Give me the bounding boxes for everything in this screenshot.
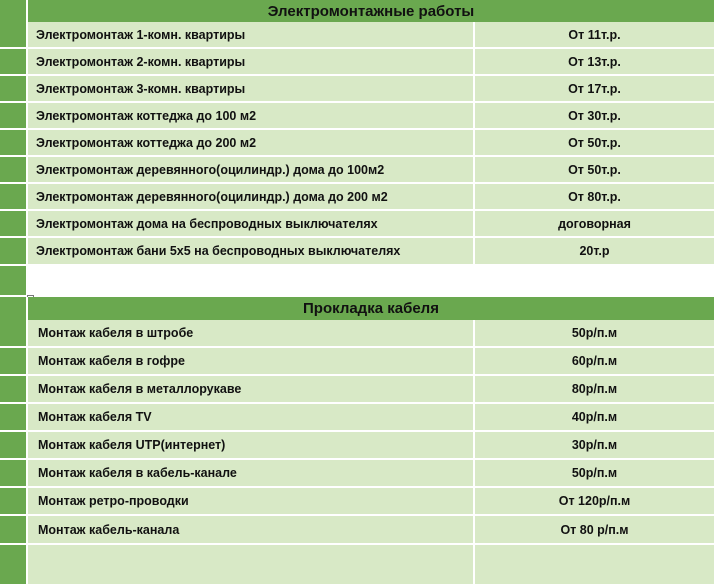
table-row: [0, 184, 714, 211]
table-row: [0, 488, 714, 516]
table-row: [0, 376, 714, 404]
row-stub: [0, 266, 28, 295]
row-stub: [0, 49, 28, 74]
section-title-electrical: Электромонтажные работы: [28, 0, 714, 22]
table-row: [0, 320, 714, 348]
service-price: От 50т.р.: [475, 130, 714, 155]
service-name: Электромонтаж коттеджа до 100 м2: [28, 103, 475, 128]
row-stub: [0, 22, 28, 47]
table-row: [0, 76, 714, 103]
table-row: [0, 348, 714, 376]
empty-row: [0, 545, 714, 584]
service-price: От 13т.р.: [475, 49, 714, 74]
row-stub: [0, 238, 28, 264]
service-name: Электромонтаж бани 5х5 на беспроводных выключателях: [28, 238, 475, 264]
service-name: Монтаж кабеля в гофре: [28, 348, 475, 374]
table-row: [0, 157, 714, 184]
table-row: [0, 432, 714, 460]
row-stub: [0, 404, 28, 430]
section-header: [0, 0, 714, 22]
service-name: Электромонтаж 1-комн. квартиры: [28, 22, 475, 47]
empty-cell: [28, 266, 714, 295]
row-stub: [0, 103, 28, 128]
table-row: [0, 103, 714, 130]
service-name: Монтаж ретро-проводки: [28, 488, 475, 514]
row-stub: [0, 76, 28, 101]
service-price: От 120р/п.м: [475, 488, 714, 514]
empty-cell: [28, 545, 475, 584]
service-price: 40р/п.м: [475, 404, 714, 430]
row-stub: [0, 376, 28, 402]
table-row: [0, 49, 714, 76]
service-price: От 50т.р.: [475, 157, 714, 182]
row-stub: [0, 184, 28, 209]
service-price: От 30т.р.: [475, 103, 714, 128]
table-row: [0, 460, 714, 488]
service-name: Электромонтаж 2-комн. квартиры: [28, 49, 475, 74]
row-stub: [0, 432, 28, 458]
service-name: Монтаж кабель-канала: [28, 516, 475, 543]
table-row: [0, 130, 714, 157]
service-price: От 11т.р.: [475, 22, 714, 47]
table-row: [0, 404, 714, 432]
service-price: 30р/п.м: [475, 432, 714, 458]
blank-row: [0, 266, 714, 295]
row-stub: [0, 320, 28, 346]
service-name: Монтаж кабеля в металлорукаве: [28, 376, 475, 402]
row-stub: [0, 460, 28, 486]
section-header: [0, 297, 714, 320]
table-row: [0, 211, 714, 238]
service-name: Электромонтаж 3-комн. квартиры: [28, 76, 475, 101]
service-name: Монтаж кабеля в кабель-канале: [28, 460, 475, 486]
row-stub: [0, 211, 28, 236]
row-stub: [0, 348, 28, 374]
service-price: договорная: [475, 211, 714, 236]
service-name: Электромонтаж деревянного(оцилиндр.) дома до 200 м2: [28, 184, 475, 209]
table-row: [0, 238, 714, 266]
service-price: От 17т.р.: [475, 76, 714, 101]
service-price: 50р/п.м: [475, 460, 714, 486]
empty-cell: [475, 545, 714, 584]
table-row: [0, 516, 714, 545]
service-price: От 80 р/п.м: [475, 516, 714, 543]
service-price: 60р/п.м: [475, 348, 714, 374]
table-row: [0, 22, 714, 49]
service-price: 50р/п.м: [475, 320, 714, 346]
service-price: От 80т.р.: [475, 184, 714, 209]
row-stub: [0, 0, 28, 22]
service-name: Монтаж кабеля UTP(интернет): [28, 432, 475, 458]
service-name: Электромонтаж коттеджа до 200 м2: [28, 130, 475, 155]
row-stub: [0, 488, 28, 514]
service-price: 80р/п.м: [475, 376, 714, 402]
row-stub: [0, 545, 28, 584]
row-stub: [0, 130, 28, 155]
service-name: Электромонтаж деревянного(оцилиндр.) дома до 100м2: [28, 157, 475, 182]
service-name: Электромонтаж дома на беспроводных выключателях: [28, 211, 475, 236]
service-name: Монтаж кабеля в штробе: [28, 320, 475, 346]
row-stub: [0, 297, 28, 320]
section-title-cable: Прокладка кабеля: [28, 297, 714, 320]
service-name: Монтаж кабеля TV: [28, 404, 475, 430]
row-stub: [0, 516, 28, 543]
row-stub: [0, 157, 28, 182]
service-price: 20т.р: [475, 238, 714, 264]
